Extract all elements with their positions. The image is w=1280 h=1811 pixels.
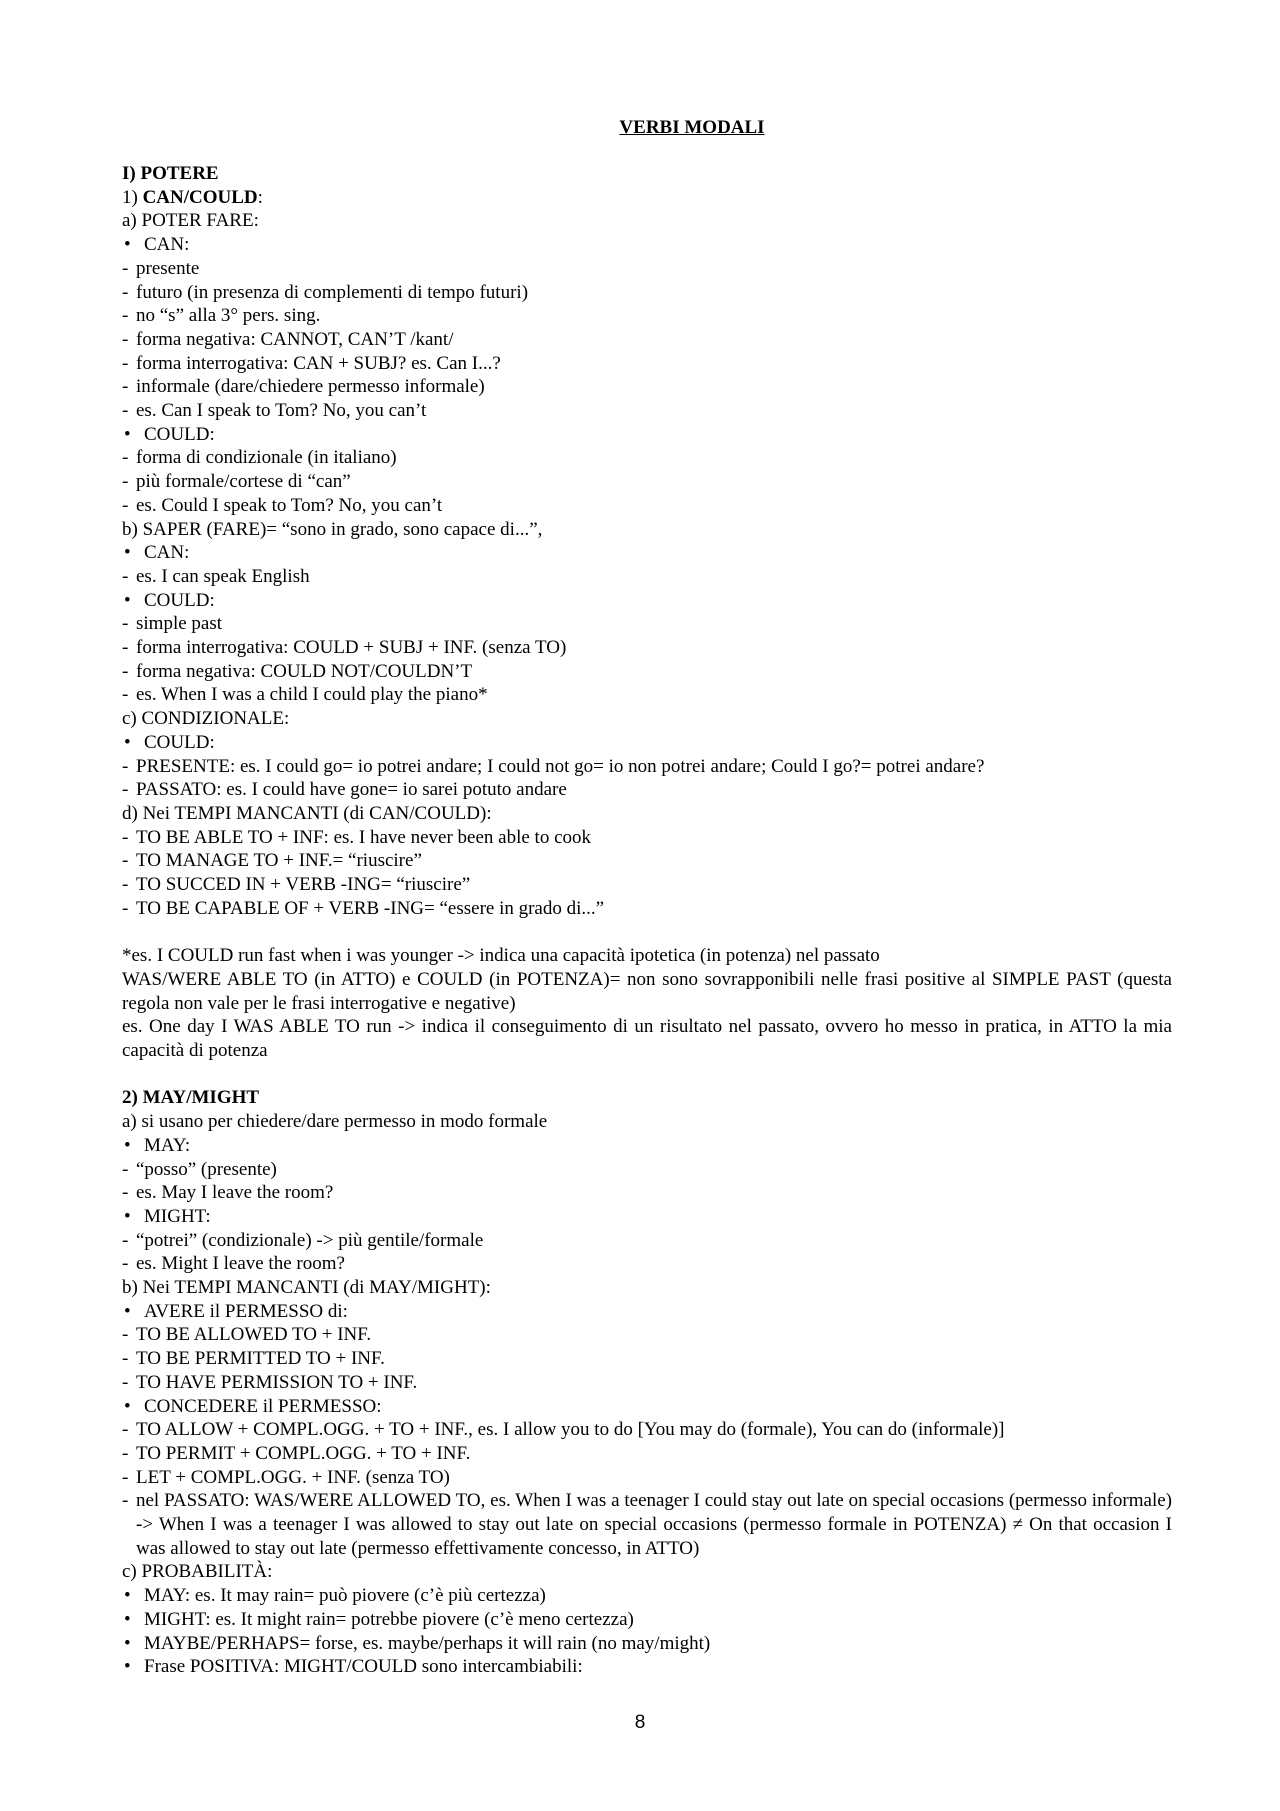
subsection-colon: : xyxy=(257,186,263,208)
bullet-list xyxy=(122,1584,1172,1679)
dash-item: - informale (dare/chiedere permesso informale) xyxy=(122,375,1172,399)
section-heading: I) POTERE xyxy=(122,163,219,184)
dash-item: - TO BE PERMITTED TO + INF. xyxy=(122,1347,1172,1371)
dash-item: - “potrei” (condizionale) -> più gentile/formale xyxy=(122,1229,1172,1253)
note-paragraph: WAS/WERE ABLE TO (in ATTO) e COULD (in POTENZA)= non sono sovrapponibili nelle frasi positive al SIMPLE PAST (questa regola non vale per le frasi interrogative e negative) xyxy=(122,968,1172,1014)
bullet-item: • COULD: xyxy=(122,423,1172,447)
dash-item: - “posso” (presente) xyxy=(122,1158,1172,1182)
bullet-item: • Frase POSITIVA: MIGHT/COULD sono intercambiabili: xyxy=(122,1655,1172,1679)
document-body xyxy=(122,116,1172,1679)
point-heading: b) Nei TEMPI MANCANTI (di MAY/MIGHT): xyxy=(122,1277,491,1299)
bullet-item: • AVERE il PERMESSO di: xyxy=(122,1300,1172,1324)
dash-item: - LET + COMPL.OGG. + INF. (senza TO) xyxy=(122,1466,1172,1490)
point-heading: c) CONDIZIONALE: xyxy=(122,708,290,730)
note-paragraph: es. One day I WAS ABLE TO run -> indica il conseguimento di un risultato nel passato, ovvero ho messo in pratica, in ATTO la mia capacità di potenza xyxy=(122,1016,1172,1061)
dash-item: - nel PASSATO: WAS/WERE ALLOWED TO, es. When I was a teenager I could stay out late on special occasions (permesso informale) -> When I was a teenager I was allowed to stay out late on special occasions (permesso formale in POTENZA) ≠ On that occasion I was allowed to stay out late (permesso effettivamente concesso, in ATTO) xyxy=(122,1489,1172,1560)
bullet-item: • MAYBE/PERHAPS= forse, es. maybe/perhaps it will rain (no may/might) xyxy=(122,1632,1172,1656)
bullet-item: • COULD: xyxy=(122,589,1172,613)
dash-list xyxy=(122,565,1172,589)
dash-item: - TO HAVE PERMISSION TO + INF. xyxy=(122,1371,1172,1395)
bullet-item: • MAY: es. It may rain= può piovere (c’è più certezza) xyxy=(122,1584,1172,1608)
dash-item: - forma interrogativa: COULD + SUBJ + INF. (senza TO) xyxy=(122,636,1172,660)
dash-list xyxy=(122,1418,1172,1489)
dash-list xyxy=(122,1323,1172,1394)
dash-item: - TO ALLOW + COMPL.OGG. + TO + INF., es. I allow you to do [You may do (formale), You can do (informale)] xyxy=(122,1418,1172,1442)
subsection-number: 1) xyxy=(122,186,143,208)
bullet-item: • MAY: xyxy=(122,1134,1172,1158)
dash-item: - es. Could I speak to Tom? No, you can’t xyxy=(122,494,1172,518)
page-number: 8 xyxy=(634,1712,646,1733)
dash-list xyxy=(122,1158,1172,1205)
dash-item: - forma interrogativa: CAN + SUBJ? es. Can I...? xyxy=(122,352,1172,376)
dash-list xyxy=(122,1229,1172,1276)
bullet-item: • CONCEDERE il PERMESSO: xyxy=(122,1395,1172,1419)
dash-item: - es. Might I leave the room? xyxy=(122,1252,1172,1276)
point-heading: d) Nei TEMPI MANCANTI (di CAN/COULD): xyxy=(122,802,492,824)
dash-item: - es. Can I speak to Tom? No, you can’t xyxy=(122,399,1172,423)
subsection-title: CAN/COULD xyxy=(142,186,258,208)
dash-item: - TO BE ALLOWED TO + INF. xyxy=(122,1323,1172,1347)
dash-list xyxy=(122,446,1172,517)
dash-item: - simple past xyxy=(122,612,1172,636)
point-heading: a) POTER FARE: xyxy=(122,210,259,232)
dash-item: - PRESENTE: es. I could go= io potrei andare; I could not go= io non potrei andare; Could I go?= potrei andare? xyxy=(122,755,1172,779)
dash-list xyxy=(122,755,1172,802)
subsection-heading: 2) MAY/MIGHT xyxy=(122,1087,260,1109)
dash-item: - presente xyxy=(122,257,1172,281)
dash-item: - PASSATO: es. I could have gone= io sarei potuto andare xyxy=(122,778,1172,802)
dash-item: - TO BE ABLE TO + INF: es. I have never been able to cook xyxy=(122,826,1172,850)
bullet-item: • MIGHT: xyxy=(122,1205,1172,1229)
dash-item: - es. When I was a child I could play the piano* xyxy=(122,683,1172,707)
dash-item: - TO SUCCED IN + VERB -ING= “riuscire” xyxy=(122,873,1172,897)
dash-list xyxy=(122,612,1172,707)
point-heading: b) SAPER (FARE)= “sono in grado, sono capace di...”, xyxy=(122,518,543,540)
dash-item: - no “s” alla 3° pers. sing. xyxy=(122,304,1172,328)
page-title: VERBI MODALI xyxy=(619,117,765,138)
dash-item: - forma negativa: CANNOT, CAN’T /kant/ xyxy=(122,328,1172,352)
note-paragraph: *es. I COULD run fast when i was younger -> indica una capacità ipotetica (in potenza) nel passato xyxy=(122,945,880,967)
point-heading: a) si usano per chiedere/dare permesso in modo formale xyxy=(122,1111,548,1133)
dash-item: - forma negativa: COULD NOT/COULDN’T xyxy=(122,660,1172,684)
dash-item: - TO PERMIT + COMPL.OGG. + TO + INF. xyxy=(122,1442,1172,1466)
dash-item: - TO BE CAPABLE OF + VERB -ING= “essere in grado di...” xyxy=(122,897,1172,921)
bullet-item: • COULD: xyxy=(122,731,1172,755)
point-heading: c) PROBABILITÀ: xyxy=(122,1561,273,1583)
dash-item: - forma di condizionale (in italiano) xyxy=(122,446,1172,470)
bullet-item: • CAN: xyxy=(122,233,1172,257)
subsection-heading xyxy=(122,186,1172,210)
dash-item: - TO MANAGE TO + INF.= “riuscire” xyxy=(122,849,1172,873)
dash-list xyxy=(122,826,1172,921)
dash-item: - più formale/cortese di “can” xyxy=(122,470,1172,494)
dash-item: - es. May I leave the room? xyxy=(122,1181,1172,1205)
bullet-item: • MIGHT: es. It might rain= potrebbe piovere (c’è meno certezza) xyxy=(122,1608,1172,1632)
dash-list xyxy=(122,257,1172,423)
bullet-item: • CAN: xyxy=(122,541,1172,565)
dash-item: - es. I can speak English xyxy=(122,565,1172,589)
dash-item: - futuro (in presenza di complementi di tempo futuri) xyxy=(122,281,1172,305)
